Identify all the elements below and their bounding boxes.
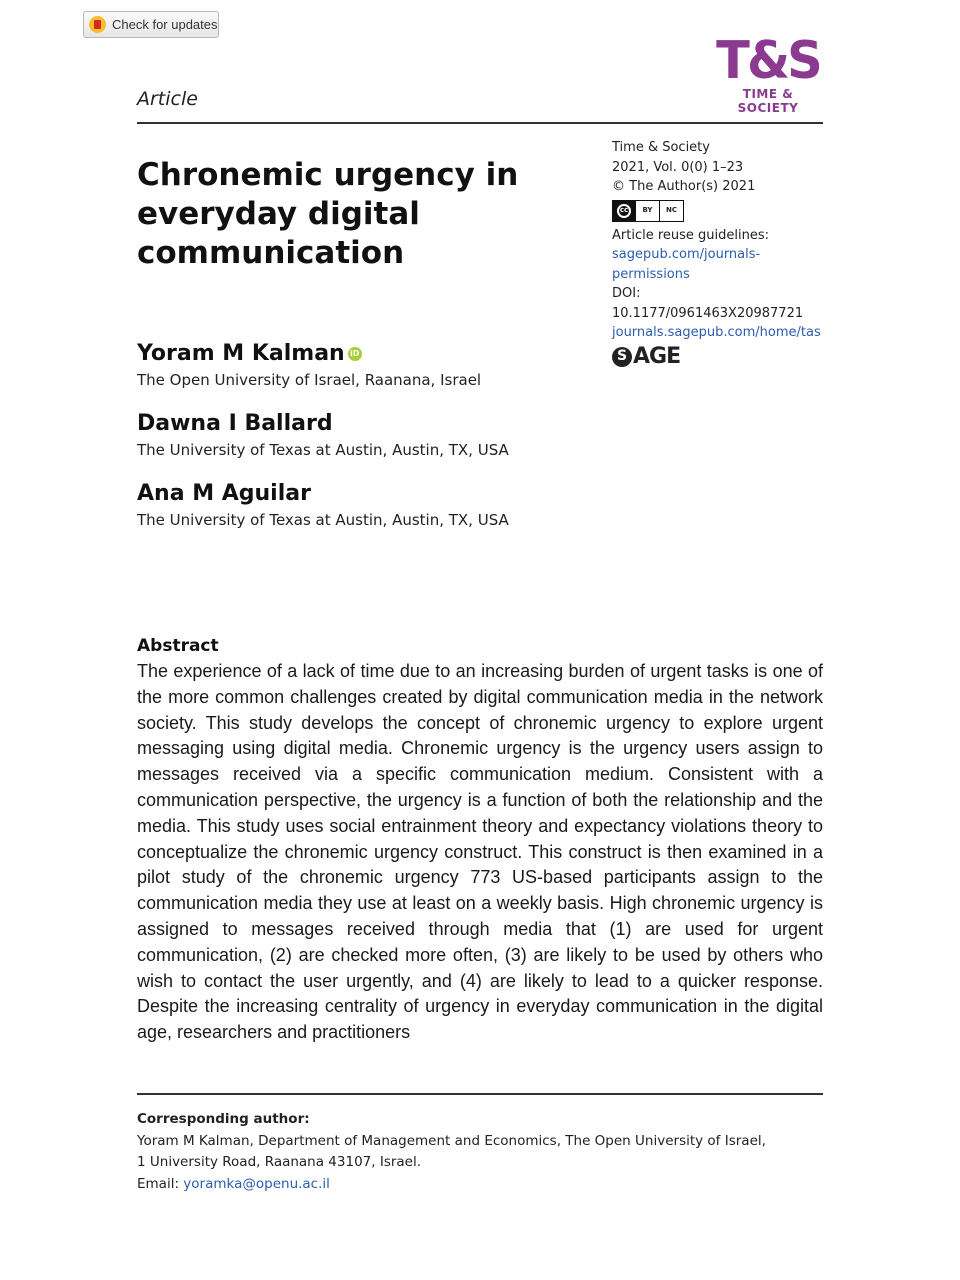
check-for-updates-label: Check for updates — [112, 17, 218, 32]
journal-logo-main: T&S — [716, 31, 820, 91]
email-label: Email: — [137, 1175, 184, 1192]
journal-meta — [612, 138, 832, 367]
author-2 — [137, 410, 737, 461]
doi: DOI: 10.1177/0961463X20987721 — [612, 286, 804, 321]
author-affiliation: The University of Texas at Austin, Austin, TX, USA — [137, 441, 509, 459]
article-type-label: Article — [137, 88, 198, 110]
corresponding-label: Corresponding author: — [137, 1111, 310, 1127]
header-rule — [137, 122, 823, 124]
author-name: Yoram M Kalman — [137, 341, 345, 366]
journal-logo-sub: TIME & SOCIETY — [737, 87, 799, 115]
author-1 — [137, 340, 737, 391]
author-name: Dawna I Ballard — [137, 411, 333, 436]
corresponding-line-2: 1 University Road, Raanana 43107, Israel. — [137, 1154, 422, 1170]
journal-issue: 2021, Vol. 0(0) 1–23 — [612, 159, 744, 175]
reuse-link[interactable]: sagepub.com/journals-permissions — [612, 247, 761, 282]
reuse-label: Article reuse guidelines: — [612, 227, 770, 243]
corresponding-email-line — [137, 1174, 827, 1196]
abstract-body: The experience of a lack of time due to an increasing burden of urgent tasks is one of the more common challenges created by digital communication media in the network society. This study develops the concept of chronemic urgency to explore urgent messaging using digital media. Chronemic urgency is the urgency users assign to messages received via a specific communication medium. Consistent with a communication perspective, the urgency is a function of both the relationship and the media. This study uses social entrainment theory and expectancy violations theory to conceptualize the chronemic urgency construct. This construct is then examined in a pilot study of the chronemic urgency 773 US-based participants assign to the communication media they use at least on a weekly basis. High chronemic urgency is assigned to messages received through media that (1) are used for urgent communication, (2) are checked more often, (3) are likely to be used by others who wish to contact the user urgently, and (4) are likely to lead to a quicker response. Despite the increasing centrality of urgency in everyday communication in the digital age, researchers and practitioners — [137, 661, 823, 1043]
author-affiliation: The Open University of Israel, Raanana, Israel — [137, 371, 482, 389]
cc-by-nc-icon: cc BY NC — [612, 200, 684, 222]
orcid-icon[interactable]: iD — [348, 347, 362, 361]
email-link[interactable]: yoramka@openu.ac.il — [183, 1175, 330, 1192]
author-3 — [137, 480, 737, 531]
article-title: Chronemic urgency in everyday digital communication — [137, 157, 519, 271]
crossmark-icon — [89, 16, 106, 33]
abstract-heading: Abstract — [137, 636, 219, 656]
journal-name: Time & Society — [612, 140, 710, 155]
journal-logo — [712, 33, 824, 115]
sage-logo: S AGE — [612, 347, 832, 367]
author-name: Ana M Aguilar — [137, 481, 311, 506]
corresponding-author — [137, 1109, 827, 1195]
author-affiliation: The University of Texas at Austin, Austin, TX, USA — [137, 511, 509, 529]
journal-home-link[interactable]: journals.sagepub.com/home/tas — [612, 325, 821, 340]
author-list — [137, 340, 737, 550]
check-for-updates-button[interactable] — [83, 11, 219, 38]
footnote-rule — [137, 1093, 823, 1095]
copyright: © The Author(s) 2021 — [612, 179, 756, 194]
corresponding-line-1: Yoram M Kalman, Department of Management and Economics, The Open University of Israel, — [137, 1132, 766, 1149]
sage-s-icon: S — [612, 347, 632, 367]
